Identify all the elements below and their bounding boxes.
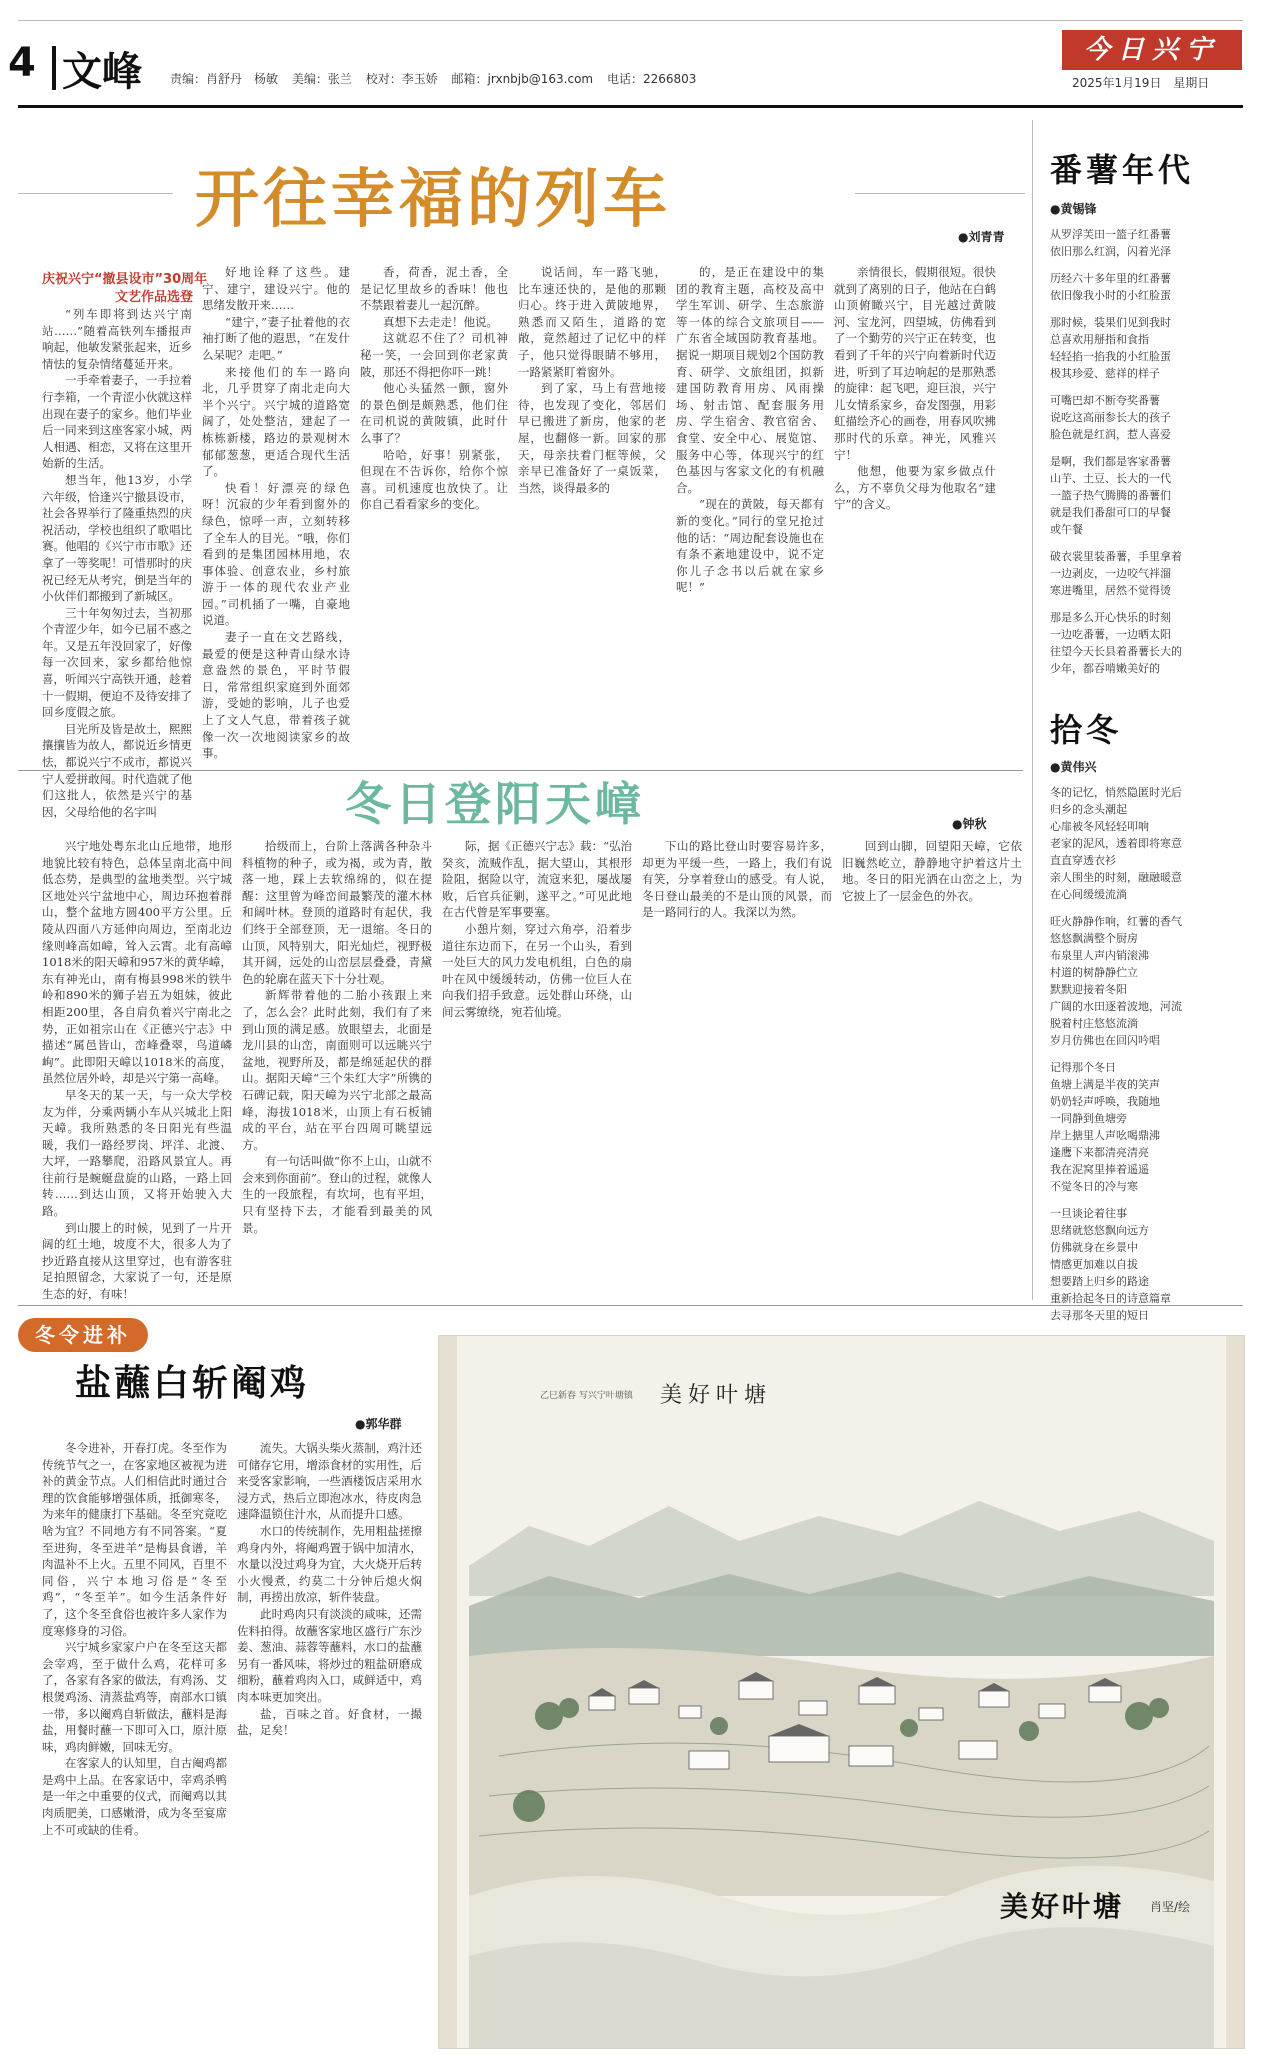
paragraph: 早冬天的某一天，与一众大学校友为伴，分乘两辆小车从兴城北上阳天嶂。我所熟悉的冬日阳光有些温暖，我们一路经罗岗、坪洋、北渡、大坪，一路攀爬，沿路风景宜人。再往前行是蜿蜒盘旋的山路，一路上回转……到达山顶，又将开始驶入大路。 bbox=[42, 1087, 232, 1219]
poem-line: 往望今天长县着番薯长大的 bbox=[1050, 645, 1182, 658]
poem1-title: 番薯年代 bbox=[1050, 151, 1195, 189]
right-column-divider bbox=[1032, 120, 1033, 1300]
paragraph: 这就忍不住了？司机神秘一笑，一会回到你老家黄陂，那还不得把你吓一跳！ bbox=[360, 331, 508, 379]
poem-line: 那是多么开心快乐的时刻 bbox=[1050, 611, 1171, 624]
poem-line: 一同静到鱼塘旁 bbox=[1050, 1112, 1127, 1125]
paragraph: 拾级而上，台阶上落满各种杂斗科植物的种子，或为褐，或为青，散落一地，踩上去软绵绵的，似在提醒：这里曾为峰峦间最繁茂的灌木林和阔叶林。登顶的道路时有起伏，我们终于全部登顶，无一退缩。冬日的山顶，风特别大，阳光灿烂，视野极其开阔，远处的山峦层层叠叠，青黛色的轮廓在蓝天下十分壮观。 bbox=[242, 839, 432, 986]
poem-line: 脸色就是红润，惹人喜爱 bbox=[1050, 428, 1171, 441]
newspaper-logo: 今日兴宁 bbox=[1062, 30, 1242, 70]
poem-line: 总喜欢用掰指和食指 bbox=[1050, 333, 1149, 346]
paragraph: 他想，他要为家乡做点什么，方不辜负父母为他取名“建宁”的含义。 bbox=[834, 464, 996, 512]
paragraph: 际，据《正德兴宁志》载：“弘治癸亥，流贼作乱，据大望山，其根形险阻，据险以守，流寇来犯，屡战屡败，后官兵征剿，遂平之。”可见此地在古代曾是军事要塞。 bbox=[442, 839, 632, 920]
poem-line: 布泉里人声内销滚沸 bbox=[1050, 949, 1149, 962]
poem-line: 心扉被冬风轻轻叩响 bbox=[1050, 820, 1149, 833]
article3-top-rule bbox=[18, 1305, 1243, 1306]
issue-date bbox=[1072, 74, 1217, 91]
paragraph: 到山腰上的时候，见到了一片开阔的红土地，坡度不大，很多人为了抄近路直接从这里穿过，也有游客驻足拍照留念，大家说了一句，还是原生态的好，有味！ bbox=[42, 1220, 232, 1302]
paragraph: 冬令进补，开春打虎。冬至作为传统节气之一，在客家地区被视为进补的黄金节点。人们相信此时通过合理的饮食能够增强体质，抵御寒冬，为来年的健康打下基础。冬至究竟吃啥为宜？不同地方有不同答案。“夏至进狗，冬至进羊”是梅县食谱，羊肉温补不上火。五里不同风，百里不同俗，兴宁本地习俗是“冬至鸡”，“冬至羊”。如今生活条件好了，这个冬至食俗也被许多人家作为度寒修身的习俗。 bbox=[42, 1441, 227, 1638]
poem-line: 重新拾起冬日的诗意篇章 bbox=[1050, 1292, 1171, 1305]
article1-column-2 bbox=[202, 264, 350, 782]
paragraph: 亲情很长，假期很短。很快就到了离别的日子，他站在白鹤山顶俯瞰兴宁，目光越过黄陂河、宝龙河，四望城，仿佛看到了一个勤劳的兴宁正在转变，也看到了千年的兴宁向着新时代迈进，听到了耳边响起的是那熟悉的旋律：起飞吧，迎巨浪，兴宁儿女情系家乡，奋发图强，用彩虹描绘齐心的画卷，用春风吹拂那时代的乐章。神光，风雅兴宁！ bbox=[834, 265, 996, 462]
phone-credit: 电话：2266803 bbox=[606, 72, 697, 86]
paragraph: 回到山脚，回望阳天嶂，它依旧巍然屹立，静静地守护着这片土地。冬日的阳光洒在山峦之上，为它披上了一层金色的外衣。 bbox=[842, 839, 1022, 903]
paragraph: 到了家，马上有营地接待，也发现了变化，邻居们早已搬进了新房，他家的老屋，也翻修一新。回家的那天，母亲扶着门框等候，父亲早已准备好了一桌饭菜，当然，谈得最多的 bbox=[518, 381, 666, 495]
poem-line: 村道的树静静伫立 bbox=[1050, 966, 1138, 979]
poem-line: 一边吃番薯，一边晒太阳 bbox=[1050, 628, 1171, 641]
poem-line: 依旧那么红润，闪着光泽 bbox=[1050, 245, 1171, 258]
poem2-body bbox=[1050, 784, 1240, 1334]
article1-column-3 bbox=[360, 264, 508, 782]
paragraph: 此时鸡肉只有淡淡的咸味，还需佐料拍得。故蘸客家地区盛行广东沙姜、葱油、蒜蓉等蘸料，水口的盐蘸另有一番风味，将炒过的粗盐研磨成细粉，蘸着鸡肉入口，咸鲜适中，鸡肉本味更加突出。 bbox=[237, 1606, 422, 1704]
poem-line: 默默迎接着冬阳 bbox=[1050, 983, 1127, 996]
paragraph: 香，荷香，泥土香，全是记忆里故乡的香味！他也不禁跟着妻儿一起沉醉。 bbox=[360, 265, 508, 313]
poem-line: 广阔的水田逐着波地，河流 bbox=[1050, 1000, 1182, 1013]
weekday: 星期日 bbox=[1173, 76, 1210, 90]
painting-inscription: 美好叶塘 bbox=[660, 1383, 773, 1408]
poem-line: 历经六十多年里的红番薯 bbox=[1050, 272, 1171, 285]
poem-line: 岁月仿佛也在回闪吟唱 bbox=[1050, 1034, 1160, 1047]
poem-line: 逢鹰下来都清亮清亮 bbox=[1050, 1146, 1149, 1159]
article1-column-1 bbox=[42, 306, 192, 819]
poem-line: 奶奶轻声呼唤，我随地 bbox=[1050, 1095, 1160, 1108]
poem-line: 情感更加难以自拔 bbox=[1050, 1258, 1138, 1271]
article2-column-1 bbox=[42, 838, 232, 1302]
poem-line: 那时候，装果们见到我时 bbox=[1050, 316, 1171, 329]
poem-line: 仿佛就身在乡景中 bbox=[1050, 1241, 1138, 1254]
poem-line: 不觉冬日的冷与寒 bbox=[1050, 1180, 1138, 1193]
poem-line: 思绪就悠悠飘向远方 bbox=[1050, 1224, 1149, 1237]
paragraph: “列车即将到达兴宁南站……”随着高铁列车播报声响起，他敏发紧张起来，近乡情怯的复杂情绪蔓延开来。 bbox=[42, 307, 192, 371]
article2-title: 冬日登阳天嶂 bbox=[345, 777, 645, 831]
article3-badge: 冬令进补 bbox=[18, 1318, 148, 1352]
paragraph: 水口的传统制作，先用粗盐搓擦鸡身内外，将阉鸡置于锅中加清水，水量以没过鸡身为宜，大火烧开后转小火慢煮，约莫二十分钟后熄火焖制，再捞出放凉，斩件装盘。 bbox=[237, 1523, 422, 1605]
poem-line: 可嘴巴却不断夸奖番薯 bbox=[1050, 394, 1160, 407]
poem-line: 就是我们番甜可口的早餐 bbox=[1050, 506, 1171, 519]
article1-subtitle: 庆祝兴宁“撤县设市”30周年 bbox=[42, 272, 208, 287]
poem-line: 或午餐 bbox=[1050, 523, 1083, 536]
paragraph: 新辉带着他的二胎小孩跟上来了，怎么会？此时此刻，我们有了来到山顶的满足感。放眼望去，北面是龙川县的山峦，南面则可以远眺兴宁盆地，视野所及，都是绵延起伏的群山。据阳天嶂“三个朱红大字”所镌的石碑记载，阳天嶂为兴宁北部之最高峰，海拔1018米，山顶上有石板铺成的平台，站在平台四周可眺望远方。 bbox=[242, 988, 432, 1152]
poem-line: 一篮子热气腾腾的番薯们 bbox=[1050, 489, 1171, 502]
poem-line: 少年，都吞啃嫩美好的 bbox=[1050, 662, 1160, 675]
poem-line: 依旧像我小时的小红脸蛋 bbox=[1050, 289, 1171, 302]
poem-line: 亲人围坐的时刻，融融暖意 bbox=[1050, 871, 1182, 884]
paragraph: 真想下去走走！他说。 bbox=[383, 314, 498, 329]
editor-credit: 责编：肖舒丹 杨敏 bbox=[170, 72, 279, 86]
poem-line: 想要踏上归乡的路途 bbox=[1050, 1275, 1149, 1288]
article1-author: ●刘青青 bbox=[958, 230, 1005, 244]
poem-line: 我在泥窝里捧着遥遥 bbox=[1050, 1163, 1149, 1176]
poem-line: 在心间缓缓流淌 bbox=[1050, 888, 1127, 901]
poem-line: 极其珍爱、慈祥的样子 bbox=[1050, 367, 1160, 380]
article1-column-5 bbox=[676, 264, 824, 782]
poem-line: 脱着村庄悠悠流淌 bbox=[1050, 1017, 1138, 1030]
poem-line: 一边剥皮，一边咬气袢溜 bbox=[1050, 567, 1171, 580]
article2-author: ●钟秋 bbox=[952, 817, 987, 831]
paragraph: 想当年，他13岁，小学六年级，恰逢兴宁撤县设市，社会各界举行了隆重热烈的庆祝活动，学校也组织了歌唱比赛。他唱的《兴宁市市歌》还拿了一等奖呢！可惜那时的庆祝已经无从考究，倒是当年的小伙伴们都搬到了新城区。 bbox=[42, 472, 192, 604]
paragraph: 流失。大锅头柴火蒸制，鸡汁还可储存它用，增添食材的实用性，后来受客家影响，一些酒楼饭店采用水浸方式，热后立即泡冰水，待皮肉急速降温锁住汁水，从而提升口感。 bbox=[237, 1441, 422, 1522]
paragraph: 三十年匆匆过去，当初那个青涩少年，如今已届不惑之年。又是五年没回家了，好像每一次回来，家乡都给他惊喜，听闻兴宁高铁开通，趁着十一假期，便迫不及待安排了回乡度假之旅。 bbox=[42, 605, 192, 720]
article2-column-2 bbox=[242, 838, 432, 1293]
poem-stanza bbox=[1050, 1205, 1240, 1324]
paragraph: 一手牵着妻子，一手拉着行李箱，一个青涩小伙就这样出现在妻子的家乡。他们毕业后一同来到这座客家小城，两人相遇、相恋，又将在这里开始新的生活。 bbox=[42, 373, 192, 471]
article2-column-5 bbox=[842, 838, 1022, 1293]
poem-stanza bbox=[1050, 453, 1240, 538]
poem-line: 岸上搪里人声吆喝鼎沸 bbox=[1050, 1129, 1160, 1142]
poem-line: 从罗浮芙田一篮子红番薯 bbox=[1050, 228, 1171, 241]
article1-column-4 bbox=[518, 264, 666, 782]
painting-illustration bbox=[439, 1336, 1244, 2048]
poem2-title: 拾冬 bbox=[1050, 711, 1123, 749]
paragraph: “现在的黄陂，每天都有新的变化。”同行的堂兄抢过他的话：“周边配套设施也在有条不紊地建设中，说不定你儿子念书以后就在家乡呢！” bbox=[676, 497, 824, 595]
poem-line: 归乡的念头潮起 bbox=[1050, 803, 1127, 816]
article3-title: 盐蘸白斩阉鸡 bbox=[75, 1363, 310, 1404]
paragraph: 说话间，车一路飞驰，比车速还快的，是他的那颗归心。终于进入黄陂地界，熟悉而又陌生，道路的宽敞，竟然超过了记忆中的样子，他只觉得眼睛不够用，一路紧紧盯着窗外。 bbox=[518, 265, 666, 379]
paragraph: 有一句话叫做“你不上山，山就不会来到你面前”。登山的过程，就像人生的一段旅程，有坎坷，也有平坦，只有坚持下去，才能看到最美的风景。 bbox=[242, 1154, 432, 1235]
poem-line: 鱼塘上满是半夜的笑声 bbox=[1050, 1078, 1160, 1091]
header-rule bbox=[18, 105, 1243, 108]
poem-line: 冬的记忆，悄然隐匿时光后 bbox=[1050, 786, 1182, 799]
paragraph: 快看！好漂亮的绿色呀！沉寂的少年看到窗外的绿色，惊呼一声，立刻转移了全车人的目光。“哦，你们看到的是集团园林用地，农事体验、创意农业，乡村旅游于一体的现代农业产业园。”司机插了一嘴，自豪地说道。 bbox=[202, 480, 350, 628]
poem-stanza bbox=[1050, 314, 1240, 382]
paragraph: 哈哈，好事！别紧张，但现在不告诉你，给你个惊喜。司机速度也放快了。让你自己看看家乡的变化。 bbox=[360, 447, 508, 512]
poem-line: 是啊，我们都是客家番薯 bbox=[1050, 455, 1171, 468]
paragraph: 目光所及皆是故土，熙熙攘攘皆为故人，都说近乡情更怯，都说兴宁不成市，都说兴宁人爱拼敢闯。时代造就了他们这批人，依然是兴宁的基因，父母给他的名字叫 bbox=[42, 721, 192, 819]
article1-column-6 bbox=[834, 264, 996, 782]
poem-stanza bbox=[1050, 392, 1240, 443]
article1-subtitle-2: 文艺作品选登 bbox=[115, 290, 194, 305]
poem2-author: ●黄伟兴 bbox=[1050, 760, 1097, 774]
paragraph: 下山的路比登山时要容易许多，却更为平缓一些，一路上，我们有说有笑，分享着登山的感受。有人说，冬日登山最美的不是山顶的风景，而是一路同行的人。我深以为然。 bbox=[642, 839, 832, 920]
poem1-author: ●黄锡锋 bbox=[1050, 202, 1097, 216]
article2-column-3 bbox=[442, 838, 632, 1293]
poem-line: 老家的泥风，透着即将寒意 bbox=[1050, 837, 1182, 850]
poem-line: 破衣裳里装番薯，手里拿着 bbox=[1050, 550, 1182, 563]
poem-stanza bbox=[1050, 784, 1240, 903]
article3-author: ●郭华群 bbox=[355, 1417, 402, 1431]
article3-column-1 bbox=[42, 1440, 227, 2050]
poem-stanza bbox=[1050, 270, 1240, 304]
poem-line: 寒进嘴里，居然不觉得烫 bbox=[1050, 584, 1171, 597]
painting-author: 肖坚/绘 bbox=[1150, 1900, 1191, 1914]
paragraph: 来接他们的车一路向北，几乎贯穿了南北走向大半个兴宁。兴宁城的道路宽阔了，处处整洁，建起了一栋栋新楼，路边的景观树木郁郁葱葱，更适合现代生活了。 bbox=[202, 364, 350, 479]
poem-line: 说吃这高丽参长大的孩子 bbox=[1050, 411, 1171, 424]
painting-caption: 美好叶塘 bbox=[1000, 1890, 1125, 1923]
page-number: 4 bbox=[8, 40, 36, 86]
poem-line: 山芋、土豆、长大的一代 bbox=[1050, 472, 1171, 485]
landscape-painting bbox=[438, 1335, 1245, 2049]
article3-column-2 bbox=[237, 1440, 422, 2050]
article1-title: 开往幸福的列车 bbox=[195, 163, 671, 237]
poem-line: 轻轻掐一掐我的小红脸蛋 bbox=[1050, 350, 1171, 363]
paragraph: 小憩片刻，穿过六角亭，沿着步道往东边而下，在另一个山头，看到一处巨大的风力发电机组，白色的扇叶在风中缓缓转动，仿佛一位巨人在向我们招手致意。远处群山环绕，山间云雾缭绕，宛若仙境。 bbox=[442, 921, 632, 1019]
poem-stanza bbox=[1050, 548, 1240, 599]
title-rule-left bbox=[18, 193, 173, 194]
paragraph: 兴宁城乡家家户户在冬至这天都会宰鸡，至于做什么鸡，花样可多了，各家有各家的做法，有鸡汤、艾根煲鸡汤、清蒸盐鸡等，南部水口镇一带，多以阉鸡自斩做法，蘸料是海盐，用餐时蘸一下即可入口，原汁原味，鸡肉鲜嫩，回味无穷。 bbox=[42, 1640, 227, 1754]
poem1-body bbox=[1050, 226, 1240, 687]
email-credit: 邮箱：jrxnbjb@163.com bbox=[451, 72, 594, 86]
poem-line: 悠悠飘满整个厨房 bbox=[1050, 932, 1138, 945]
paragraph: 在客家人的认知里，自古阉鸡都是鸡中上品。在客家话中，宰鸡杀鸭是一年之中重要的仪式，而阉鸡以其肉质肥美，口感嫩滑，成为冬至宴席上不可或缺的佳肴。 bbox=[42, 1756, 227, 1837]
editor-credits bbox=[170, 70, 706, 87]
article2-column-4 bbox=[642, 838, 832, 1293]
date: 2025年1月19日 bbox=[1072, 76, 1162, 90]
poem-stanza bbox=[1050, 1059, 1240, 1195]
painting-small-inscription: 乙巳新春 写兴宁叶塘镇 bbox=[540, 1391, 633, 1401]
paragraph: “建宁，”妻子扯着他的衣袖打断了他的遐思，“在发什么呆呢？走吧。” bbox=[202, 314, 350, 362]
paragraph: 好地诠释了这些。建宁、建宁，建设兴宁。他的思绪发散开来…… bbox=[202, 265, 350, 313]
paragraph: 妻子一直在文艺路线，最爱的便是这种青山绿水诗意盎然的景色，平时节假日，常常组织家庭到外面郊游，受她的影响，儿子也爱上了文人气息，带着孩子就像一次一次地阅读家乡的故事。 bbox=[202, 630, 350, 761]
title-rule-right bbox=[855, 193, 1025, 194]
section-name: 文峰 bbox=[62, 49, 142, 95]
poem-line: 一旦谈论着往事 bbox=[1050, 1207, 1127, 1220]
paragraph: 的，是正在建设中的集团的教育主题，高校及高中学生军训、研学、生态旅游等一体的综合文旅项目——广东省全域国防教育基地。据说一期项目规划2个国防教育、研学、文旅组团，拟新建国防教育用房、风雨操场、射击馆、配套服务用房、学生宿舍、教官宿舍、食堂、安全中心、展览馆、服务中心等，体现兴宁的红色基因与客家文化的有机融合。 bbox=[676, 265, 824, 495]
paragraph: 兴宁地处粤东北山丘地带，地形地貌比较有特色，总体呈南北高中间低态势，是典型的盆地类型。兴宁城区地处兴宁盆地中心，周边环抱着群山，整个盆地方圆400平方公里。丘陵从四面八方延伸向周边，至南北边缘则峰高如嶂，耸入云霄。北有高嶂1018米的阳天嶂和957米的黄华嶂，东有神光山，南有梅县998米的铁牛岭和890米的狮子岩五为姐妹，彼此相距200里，各自肩负着兴宁南北之势，正如祖宗山在《正德兴宁志》中描述“属邑皆山，峦峰叠翠，鸟道嶙峋”。此即阳天嶂以1018米的高度，虽然位居外岭，却是兴宁第一高峰。 bbox=[42, 839, 232, 1086]
poem-line: 记得那个冬日 bbox=[1050, 1061, 1116, 1074]
poem-stanza bbox=[1050, 226, 1240, 260]
header-top-rule bbox=[18, 20, 1243, 21]
editor-credit: 美编：张兰 bbox=[291, 72, 352, 86]
poem-line: 去寻那冬天里的短日 bbox=[1050, 1309, 1149, 1322]
editor-credit: 校对：李玉娇 bbox=[365, 72, 438, 86]
poem-stanza bbox=[1050, 609, 1240, 677]
page-header bbox=[18, 14, 1243, 114]
poem-stanza bbox=[1050, 913, 1240, 1049]
paragraph: 他心头猛然一颤，窗外的景色倒是颇熟悉，他们住在司机说的黄陂镇，此时什么事了？ bbox=[360, 381, 508, 445]
poem-line: 旺火静静作响，红薯的香气 bbox=[1050, 915, 1182, 928]
paragraph: 盐，百味之首。好食材，一撮盐，足矣！ bbox=[237, 1706, 422, 1738]
header-divider bbox=[52, 46, 56, 90]
poem-line: 直直穿透衣衫 bbox=[1050, 854, 1116, 867]
